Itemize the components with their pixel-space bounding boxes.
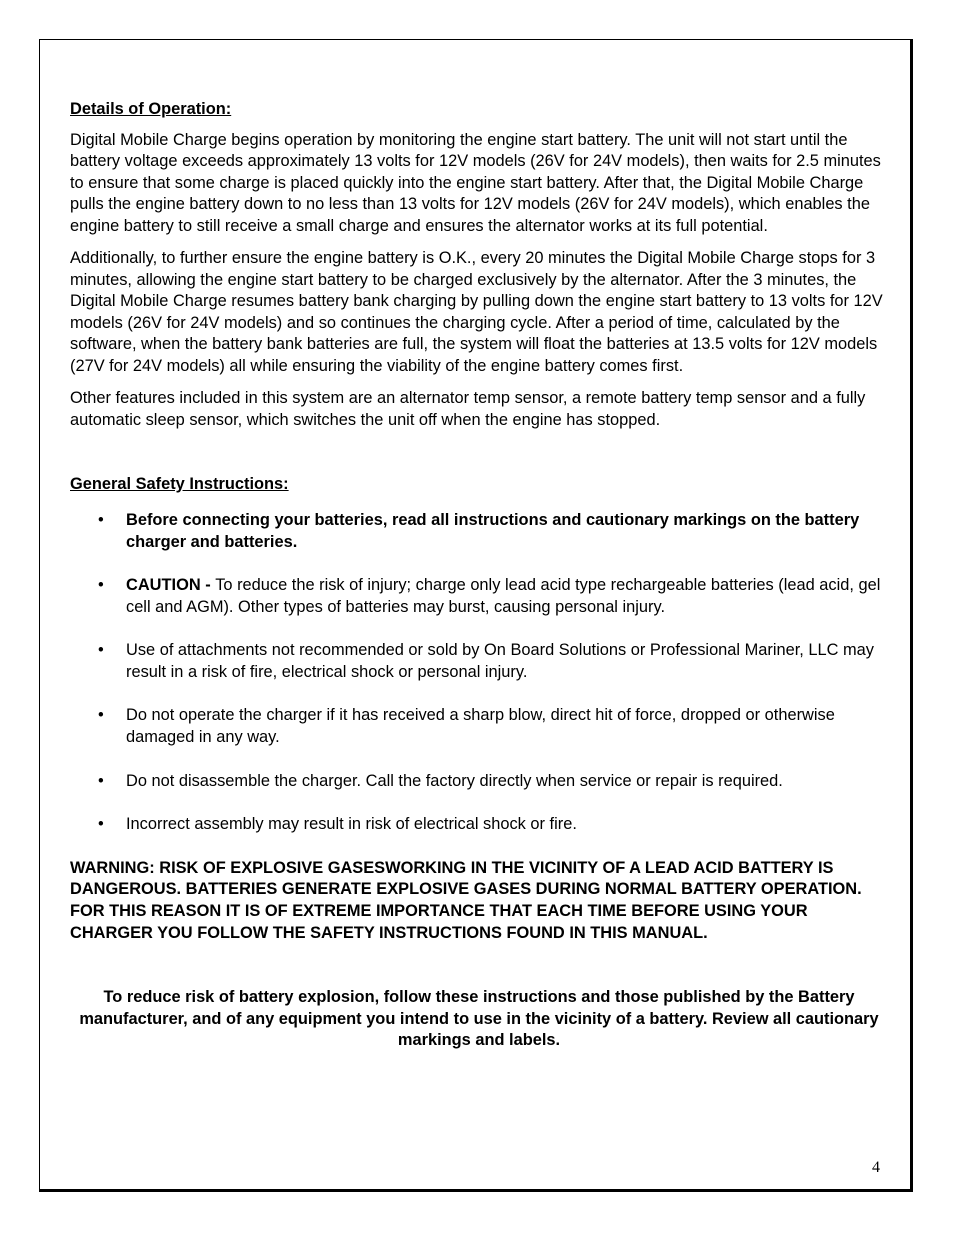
safety-item-5 bbox=[70, 771, 888, 793]
bullet-icon: • bbox=[98, 815, 104, 834]
safety-item-text: Use of attachments not recommended or sold by On Board Solutions or Professional Mariner, LLC may result in a risk of fire, electrical shock or personal injury. bbox=[126, 641, 874, 681]
bullet-icon: • bbox=[98, 771, 104, 790]
final-note: To reduce risk of battery explosion, follow these instructions and those published by the Battery manufacturer, and of any equipment you intend to use in the vicinity of a battery. Review all cautionary markings and labels. bbox=[79, 988, 879, 1050]
safety-item-text: Incorrect assembly may result in risk of electrical shock or fire. bbox=[126, 815, 577, 834]
details-paragraph-1: Digital Mobile Charge begins operation by monitoring the engine start battery. The unit will not start until the battery voltage exceeds approximately 13 volts for 12V models (26V for 24V models), then waits for 2.5 minutes to ensure that some charge is placed quickly into the engine start battery. After that, the Digital Mobile Charge pulls the engine battery down to no less than 13 volts for 12V models (26V for 24V models), which enables the engine battery to still receive a small charge and ensures the alternator works at its full potential. bbox=[70, 130, 881, 235]
safety-item-6 bbox=[70, 814, 888, 836]
bullet-icon: • bbox=[98, 510, 104, 529]
safety-item-bold: CAUTION - bbox=[126, 576, 216, 595]
bullet-icon: • bbox=[98, 706, 104, 725]
document-content bbox=[70, 99, 888, 1052]
safety-item-1 bbox=[70, 510, 888, 553]
safety-item-4 bbox=[70, 705, 888, 748]
warning-text: WARNING: RISK OF EXPLOSIVE GASESWORKING IN THE VICINITY OF A LEAD ACID BATTERY IS DANGEROUS. BATTERIES GENERATE EXPLOSIVE GASES DURING NORMAL BATTERY OPERATION. FOR THIS REASON IT IS OF EXTREME IMPORTANCE THAT EACH TIME BEFORE USING YOUR CHARGER YOU FOLLOW THE SAFETY INSTRUCTIONS FOUND IN THIS MANUAL. bbox=[70, 858, 862, 942]
safety-item-text: Do not disassemble the charger. Call the factory directly when service or repair is required. bbox=[126, 771, 783, 790]
page-number: 4 bbox=[872, 1159, 880, 1176]
safety-item-3 bbox=[70, 640, 888, 683]
details-heading: Details of Operation: bbox=[70, 100, 232, 118]
safety-item-text: Do not operate the charger if it has received a sharp blow, direct hit of force, dropped or otherwise damaged in any way. bbox=[126, 706, 835, 747]
safety-item-2 bbox=[70, 575, 888, 618]
bullet-icon: • bbox=[98, 641, 104, 660]
safety-heading: General Safety Instructions: bbox=[70, 475, 289, 494]
bullet-icon: • bbox=[98, 576, 104, 595]
safety-item-text: To reduce the risk of injury; charge only lead acid type rechargeable batteries (lead acid, gel cell and AGM). Other types of batteries may burst, causing personal injury. bbox=[126, 576, 881, 616]
safety-list bbox=[70, 510, 888, 836]
details-paragraph-2: Additionally, to further ensure the engine battery is O.K., every 20 minutes the Digital Mobile Charge stops for 3 minutes, allowing the engine start battery to be charged exclusively by the alternator. After the 3 minutes, the Digital Mobile Charge resumes battery bank charging by pulling down the engine start battery to 13 volts for 12V models (26V for 24V models) and so continues the charging cycle. After a period of time, calculated by the software, when the battery bank batteries are full, the system will float the batteries at 13.5 volts for 12V models (27V for 24V models) all while ensuring the viability of the engine battery comes first. bbox=[70, 249, 883, 376]
safety-item-bold: Before connecting your batteries, read all instructions and cautionary markings on the battery charger and batteries. bbox=[126, 510, 860, 551]
details-paragraph-3: Other features included in this system are an alternator temp sensor, a remote battery temp sensor and a fully automatic sleep sensor, which switches the unit off when the engine has stopped. bbox=[70, 389, 866, 429]
